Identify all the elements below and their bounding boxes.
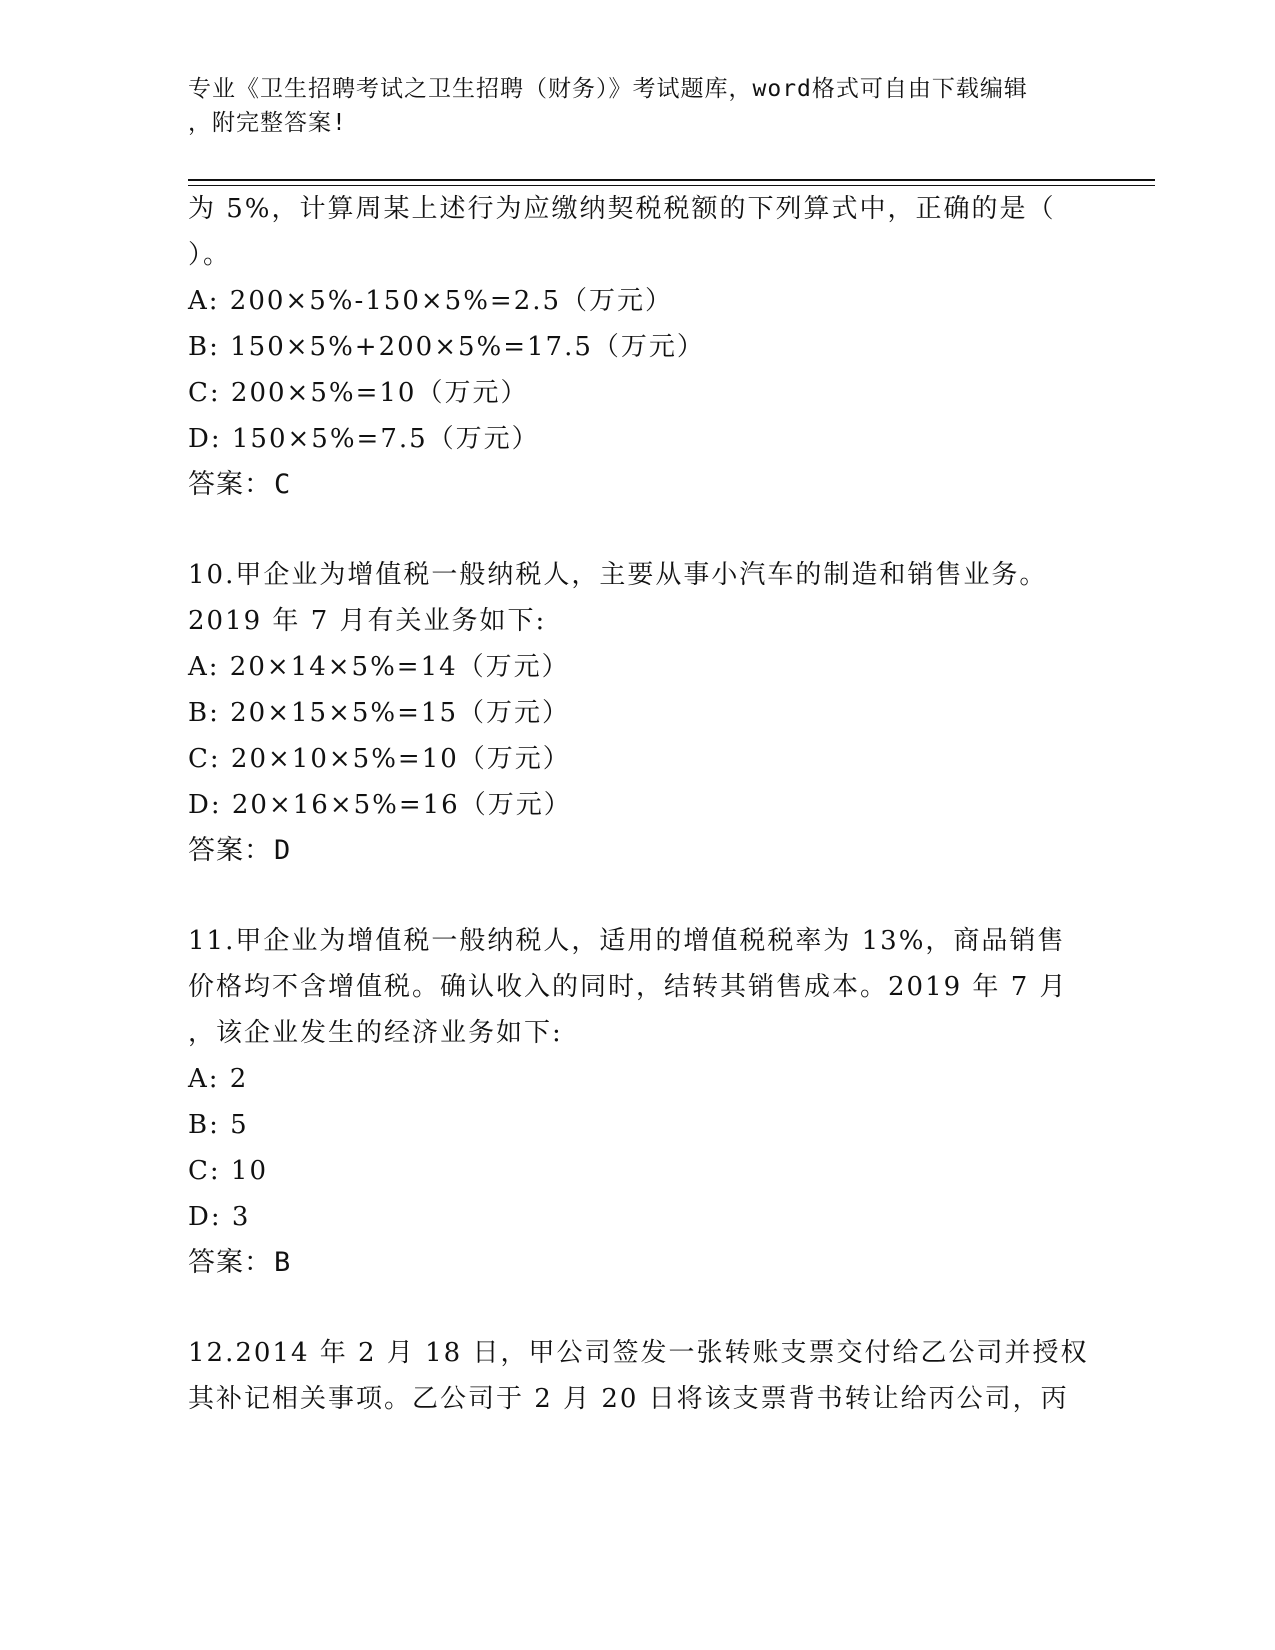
question-text-line: 12.2014 年 2 月 18 日，甲公司签发一张转账支票交付给乙公司并授权 xyxy=(188,1338,1089,1368)
answer-label: 答案： xyxy=(188,1247,272,1278)
answer-line xyxy=(188,828,1088,874)
option-a: A: 20×14×5%=14（万元） xyxy=(188,652,570,682)
answer-line xyxy=(188,1240,1088,1286)
question-text-line: ）。 xyxy=(188,240,232,270)
option-d: D: 20×16×5%=16（万元） xyxy=(188,790,572,820)
answer-value: B xyxy=(274,1247,292,1278)
document-header xyxy=(188,72,1088,140)
option-d: D: 150×5%=7.5（万元） xyxy=(188,424,540,454)
option-b: B: 20×15×5%=15（万元） xyxy=(188,698,570,728)
option-b: B: 5 xyxy=(188,1110,249,1140)
option-d: D: 3 xyxy=(188,1202,251,1232)
question-text-line: 价格均不含增值税。确认收入的同时，结转其销售成本。2019 年 7 月 xyxy=(188,972,1068,1002)
option-a: A: 200×5%-150×5%=2.5（万元） xyxy=(188,286,674,316)
question-text-line: 2019 年 7 月有关业务如下: xyxy=(188,606,547,636)
answer-line xyxy=(188,462,1088,508)
answer-label: 答案： xyxy=(188,835,272,866)
header-divider-thick xyxy=(188,179,1155,181)
option-b: B: 150×5%+200×5%=17.5（万元） xyxy=(188,332,705,362)
question-text-line: 10.甲企业为增值税一般纳税人，主要从事小汽车的制造和销售业务。 xyxy=(188,560,1048,590)
option-c: C: 200×5%=10（万元） xyxy=(188,378,529,408)
answer-value: D xyxy=(274,835,292,866)
question-list xyxy=(188,186,1088,1422)
spacer xyxy=(188,874,1088,918)
spacer xyxy=(188,1286,1088,1330)
spacer xyxy=(188,508,1088,552)
option-a: A: 2 xyxy=(188,1064,249,1094)
question-10 xyxy=(188,552,1088,874)
header-line-2: ，附完整答案! xyxy=(188,110,347,136)
question-text-line: ，该企业发生的经济业务如下: xyxy=(188,1018,563,1048)
option-c: C: 10 xyxy=(188,1156,269,1186)
header-line-1: 专业《卫生招聘考试之卫生招聘（财务）》考试题库，word格式可自由下载编辑 xyxy=(188,76,1028,102)
question-text-line: 11.甲企业为增值税一般纳税人，适用的增值税税率为 13%，商品销售 xyxy=(188,926,1066,956)
question-text-line: 其补记相关事项。乙公司于 2 月 20 日将该支票背书转让给丙公司，丙 xyxy=(188,1384,1069,1414)
question-11 xyxy=(188,918,1088,1286)
question-12 xyxy=(188,1330,1088,1422)
answer-label: 答案： xyxy=(188,469,272,500)
option-c: C: 20×10×5%=10（万元） xyxy=(188,744,571,774)
question-text-line: 为 5%，计算周某上述行为应缴纳契税税额的下列算式中，正确的是（ xyxy=(188,194,1056,224)
question-9 xyxy=(188,186,1088,508)
answer-value: C xyxy=(274,469,292,500)
